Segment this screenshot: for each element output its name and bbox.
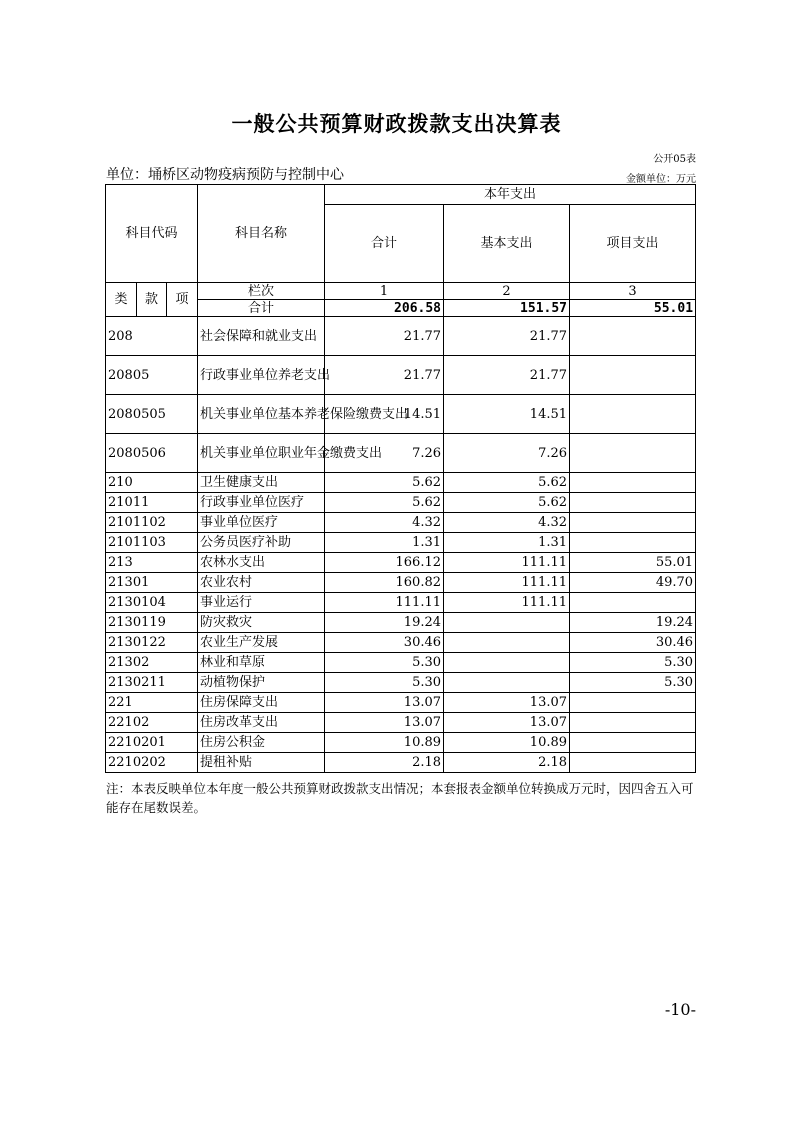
row-project — [570, 713, 696, 733]
row-total: 5.30 — [325, 673, 444, 693]
row-name: 卫生健康支出 — [198, 473, 325, 493]
row-name: 社会保障和就业支出 — [198, 317, 325, 356]
row-project — [570, 593, 696, 613]
header-basic: 基本支出 — [444, 205, 570, 283]
row-name: 动植物保护 — [198, 673, 325, 693]
table-row — [106, 713, 696, 733]
table-row — [106, 633, 696, 653]
row-basic: 5.62 — [444, 493, 570, 513]
table-row — [106, 693, 696, 713]
row-name: 提租补贴 — [198, 753, 325, 773]
expense-table — [105, 184, 696, 773]
table-row — [106, 673, 696, 693]
row-code: 21302 — [106, 653, 198, 673]
row-total: 19.24 — [325, 613, 444, 633]
row-total: 21.77 — [325, 356, 444, 395]
header-col3: 3 — [570, 283, 696, 300]
table-row — [106, 356, 696, 395]
table-row — [106, 473, 696, 493]
table-row — [106, 395, 696, 434]
row-project — [570, 473, 696, 493]
row-code: 2130104 — [106, 593, 198, 613]
header-project: 项目支出 — [570, 205, 696, 283]
row-code: 2080505 — [106, 395, 198, 434]
header-xiang: 项 — [167, 283, 198, 317]
row-total: 2.18 — [325, 753, 444, 773]
row-name: 农林水支出 — [198, 553, 325, 573]
row-code: 2210201 — [106, 733, 198, 753]
row-basic — [444, 613, 570, 633]
row-total: 4.32 — [325, 513, 444, 533]
row-basic: 10.89 — [444, 733, 570, 753]
row-code: 2080506 — [106, 434, 198, 473]
table-row — [106, 653, 696, 673]
header-lei: 类 — [106, 283, 137, 317]
row-name: 事业单位医疗 — [198, 513, 325, 533]
page-number: -10- — [664, 1000, 696, 1019]
row-project — [570, 493, 696, 513]
row-code: 221 — [106, 693, 198, 713]
total-row-total: 206.58 — [325, 300, 444, 317]
row-total: 160.82 — [325, 573, 444, 593]
row-project: 55.01 — [570, 553, 696, 573]
row-basic: 5.62 — [444, 473, 570, 493]
row-code: 208 — [106, 317, 198, 356]
header-code: 科目代码 — [106, 185, 198, 283]
table-row — [106, 493, 696, 513]
total-row-basic: 151.57 — [444, 300, 570, 317]
row-project — [570, 753, 696, 773]
row-name: 林业和草原 — [198, 653, 325, 673]
row-total: 30.46 — [325, 633, 444, 653]
row-name: 住房保障支出 — [198, 693, 325, 713]
row-total: 5.30 — [325, 653, 444, 673]
row-name: 住房公积金 — [198, 733, 325, 753]
table-row — [106, 573, 696, 593]
row-basic: 111.11 — [444, 573, 570, 593]
header-total: 合计 — [325, 205, 444, 283]
row-basic: 13.07 — [444, 693, 570, 713]
row-basic: 13.07 — [444, 713, 570, 733]
row-basic: 21.77 — [444, 317, 570, 356]
row-project: 49.70 — [570, 573, 696, 593]
row-total: 10.89 — [325, 733, 444, 753]
row-total: 7.26 — [325, 434, 444, 473]
row-project — [570, 533, 696, 553]
row-code: 21011 — [106, 493, 198, 513]
row-basic: 7.26 — [444, 434, 570, 473]
header-col2: 2 — [444, 283, 570, 300]
row-project — [570, 356, 696, 395]
row-total: 166.12 — [325, 553, 444, 573]
row-code: 2101102 — [106, 513, 198, 533]
table-row — [106, 593, 696, 613]
header-column-order: 栏次 — [198, 283, 325, 300]
row-total: 14.51 — [325, 395, 444, 434]
row-total: 111.11 — [325, 593, 444, 613]
row-total: 5.62 — [325, 493, 444, 513]
row-basic: 111.11 — [444, 593, 570, 613]
unit-label: 单位：埇桥区动物疫病预防与控制中心 — [106, 167, 344, 183]
row-project: 5.30 — [570, 653, 696, 673]
table-row — [106, 533, 696, 553]
row-basic: 1.31 — [444, 533, 570, 553]
row-code: 210 — [106, 473, 198, 493]
row-basic: 4.32 — [444, 513, 570, 533]
row-project — [570, 317, 696, 356]
row-basic: 14.51 — [444, 395, 570, 434]
row-name: 机关事业单位基本养老保险缴费支出 — [198, 395, 325, 434]
row-project — [570, 395, 696, 434]
row-project: 30.46 — [570, 633, 696, 653]
row-name: 行政事业单位养老支出 — [198, 356, 325, 395]
row-basic: 21.77 — [444, 356, 570, 395]
page-title: 一般公共预算财政拨款支出决算表 — [231, 112, 562, 136]
money-unit: 金额单位：万元 — [626, 174, 696, 185]
row-name: 事业运行 — [198, 593, 325, 613]
row-basic: 2.18 — [444, 753, 570, 773]
row-code: 20805 — [106, 356, 198, 395]
form-code: 公开05表 — [653, 154, 696, 165]
table-row — [106, 317, 696, 356]
row-project — [570, 434, 696, 473]
header-name: 科目名称 — [198, 185, 325, 283]
row-name: 防灾救灾 — [198, 613, 325, 633]
table-row — [106, 434, 696, 473]
row-name: 公务员医疗补助 — [198, 533, 325, 553]
row-code: 2130211 — [106, 673, 198, 693]
row-code: 21301 — [106, 573, 198, 593]
table-row — [106, 733, 696, 753]
header-year-expense: 本年支出 — [325, 185, 696, 205]
row-basic — [444, 653, 570, 673]
footnote: 注：本表反映单位本年度一般公共预算财政拨款支出情况；本套报表金额单位转换成万元时，因四舍五入可能存在尾数误差。 — [106, 781, 694, 815]
row-total: 13.07 — [325, 693, 444, 713]
header-col1: 1 — [325, 283, 444, 300]
row-project: 5.30 — [570, 673, 696, 693]
total-row-label: 合计 — [198, 300, 325, 317]
row-basic — [444, 633, 570, 653]
row-code: 2130122 — [106, 633, 198, 653]
row-project — [570, 733, 696, 753]
row-code: 2101103 — [106, 533, 198, 553]
row-name: 住房改革支出 — [198, 713, 325, 733]
row-name: 农业农村 — [198, 573, 325, 593]
row-code: 22102 — [106, 713, 198, 733]
row-total: 1.31 — [325, 533, 444, 553]
row-code: 2130119 — [106, 613, 198, 633]
table-row — [106, 753, 696, 773]
row-total: 5.62 — [325, 473, 444, 493]
row-name: 机关事业单位职业年金缴费支出 — [198, 434, 325, 473]
row-total: 13.07 — [325, 713, 444, 733]
header-kuan: 款 — [137, 283, 167, 317]
row-name: 农业生产发展 — [198, 633, 325, 653]
row-name: 行政事业单位医疗 — [198, 493, 325, 513]
row-code: 2210202 — [106, 753, 198, 773]
row-project — [570, 513, 696, 533]
row-project: 19.24 — [570, 613, 696, 633]
row-code: 213 — [106, 553, 198, 573]
row-total: 21.77 — [325, 317, 444, 356]
table-row — [106, 513, 696, 533]
table-row — [106, 553, 696, 573]
total-row-project: 55.01 — [570, 300, 696, 317]
row-project — [570, 693, 696, 713]
table-row — [106, 613, 696, 633]
row-basic: 111.11 — [444, 553, 570, 573]
row-basic — [444, 673, 570, 693]
